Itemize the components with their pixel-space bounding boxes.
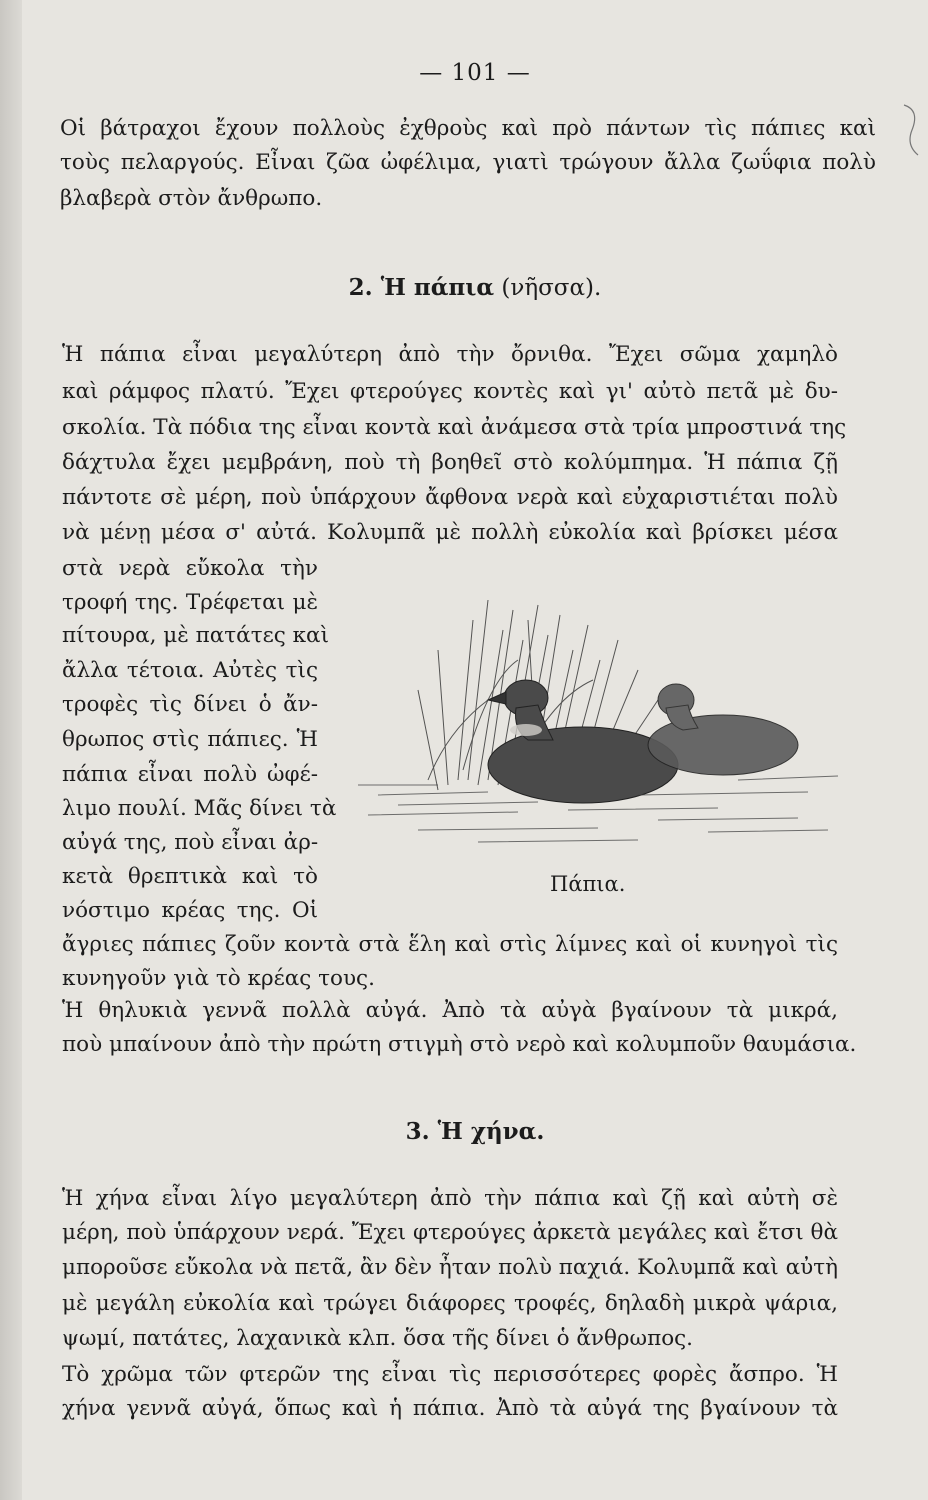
text-line: τροφὲς τὶς δίνει ὁ ἄν- (62, 692, 318, 717)
text-line: Ἡ θηλυκιὰ γεννᾶ πολλὰ αὐγά. Ἀπὸ τὰ αὐγὰ βγαίνουν τὰ μικρά, (62, 998, 838, 1023)
text-line: τοὺς πελαργούς. Εἶναι ζῶα ὠφέλιμα, γιατὶ τρώγουν ἄλλα ζωΰφια πολὺ (60, 150, 876, 175)
text-line: βλαβερὰ στὸν ἄνθρωπο. (60, 186, 323, 211)
heading-main: 2. Ἡ πάπια (348, 274, 495, 301)
text-line: λιμο πουλί. Μᾶς δίνει τὰ (62, 796, 337, 821)
text-line: Ἡ πάπια εἶναι μεγαλύτερη ἀπὸ τὴν ὄρνιθα. Ἔχει σῶμα χαμηλὸ (62, 342, 838, 367)
text-line: δάχτυλα ἔχει μεμβράνη, ποὺ τὴ βοηθεῖ στὸ κολύμπημα. Ἡ πάπια ζῇ (62, 450, 838, 475)
text-line: καὶ ράμφος πλατύ. Ἔχει φτερούγες κοντὲς καὶ γι' αὐτὸ πετᾶ μὲ δυ- (62, 379, 838, 404)
book-page (22, 0, 928, 1500)
duck-illustration (338, 580, 838, 880)
text-line: μέρη, ποὺ ὑπάρχουν νερά. Ἔχει φτερούγες ἀρκετὰ μεγάλες καὶ ἔτσι θὰ (62, 1220, 838, 1245)
text-line: πίτουρα, μὲ πατάτες καὶ (62, 623, 329, 648)
text-line: κετὰ θρεπτικὰ καὶ τὸ (62, 864, 318, 889)
section-heading-3: 3. Ἡ χήνα. (405, 1118, 545, 1145)
text-line: τροφή της. Τρέφεται μὲ (62, 590, 318, 615)
text-line: στὰ νερὰ εὔκολα τὴν (62, 556, 318, 581)
page-spine (0, 0, 22, 1500)
text-line: πάπια εἶναι πολὺ ὠφέ- (62, 762, 318, 787)
text-line: ψωμί, πατάτες, λαχανικὰ κλπ. ὅσα τῆς δίνει ὁ ἄνθρωπος. (62, 1326, 694, 1351)
text-line: θρωπος στὶς πάπιες. Ἡ (62, 727, 318, 752)
section-heading-2 (22, 274, 928, 301)
text-line: ἄλλα τέτοια. Αὐτὲς τὶς (62, 658, 318, 683)
text-line: νὰ μένῃ μέσα σ' αὐτά. Κολυμπᾶ μὲ πολλὴ εὐκολία καὶ βρίσκει μέσα (62, 520, 838, 545)
text-line: νόστιμο κρέας της. Οἱ (62, 898, 318, 923)
heading-sub: (νῆσσα). (494, 275, 602, 301)
text-line: Ἡ χήνα εἶναι λίγο μεγαλύτερη ἀπὸ τὴν πάπια καὶ ζῇ καὶ αὐτὴ σὲ (62, 1186, 838, 1211)
text-line: ποὺ μπαίνουν ἀπὸ τὴν πρώτη στιγμὴ στὸ νερὸ καὶ κολυμποῦν θαυμάσια. (62, 1032, 857, 1057)
text-line: κυνηγοῦν γιὰ τὸ κρέας τους. (62, 966, 375, 991)
text-line: πάντοτε σὲ μέρη, ποὺ ὑπάρχουν ἄφθονα νερὰ καὶ εὐχαριστιέται πολὺ (62, 485, 838, 510)
text-line: σκολία. Τὰ πόδια της εἶναι κοντὰ καὶ ἀνάμεσα στὰ τρία μπροστινά της (62, 415, 847, 440)
page-number: — 101 — (419, 60, 531, 86)
text-line: Τὸ χρῶμα τῶν φτερῶν της εἶναι τὶς περισσότερες φορὲς ἄσπρο. Ἡ (62, 1362, 838, 1387)
text-line: μποροῦσε εὔκολα νὰ πετᾶ, ἂν δὲν ἦταν πολὺ παχιά. Κολυμπᾶ καὶ αὐτὴ (62, 1255, 838, 1280)
text-line: μὲ μεγάλη εὐκολία καὶ τρώγει διάφορες τροφές, δηλαδὴ μικρὰ ψάρια, (62, 1291, 838, 1316)
figure-caption: Πάπια. (550, 872, 626, 896)
text-line: χήνα γεννᾶ αὐγά, ὅπως καὶ ἡ πάπια. Ἀπὸ τὰ αὐγά της βγαίνουν τὰ (62, 1396, 838, 1421)
text-line: Οἱ βάτραχοι ἔχουν πολλοὺς ἐχθροὺς καὶ πρὸ πάντων τὶς πάπιες καὶ (60, 116, 876, 141)
text-line: αὐγά της, ποὺ εἶναι ἀρ- (62, 830, 319, 855)
text-line: ἄγριες πάπιες ζοῦν κοντὰ στὰ ἕλη καὶ στὶς λίμνες καὶ οἱ κυνηγοὶ τὶς (62, 932, 838, 957)
margin-pencil-mark (900, 100, 924, 160)
duck-neck-ring (510, 724, 542, 736)
